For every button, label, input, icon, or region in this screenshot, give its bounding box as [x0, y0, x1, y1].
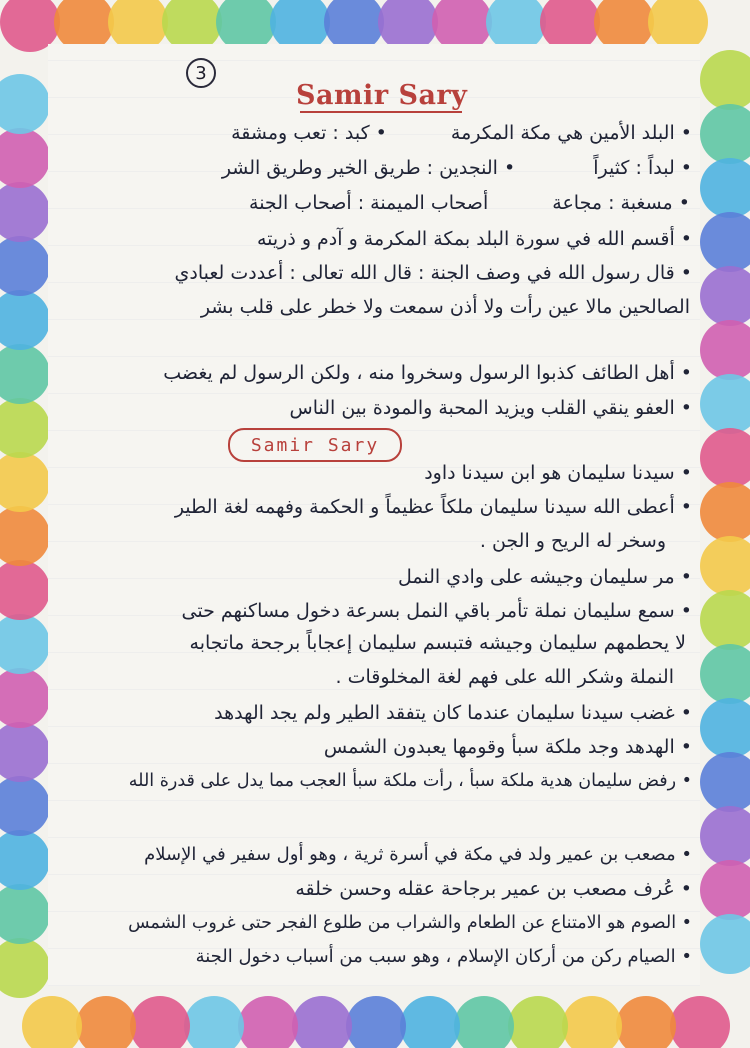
- note-line: • غضب سيدنا سليمان عندما كان يتفقد الطير ولم يجد الهدهد: [214, 702, 692, 724]
- border-scallop: [700, 590, 750, 650]
- border-scallop: [508, 996, 568, 1048]
- note-line: • البلد الأمين هي مكة المكرمة • كبد : تعب ومشقة: [231, 122, 692, 144]
- border-scallop: [700, 104, 750, 164]
- page-number-circle: [186, 58, 216, 88]
- border-scallop: [0, 560, 50, 620]
- border-scallop: [0, 614, 50, 674]
- note-line: وسخر له الريح و الجن .: [479, 530, 666, 552]
- border-scallop: [700, 428, 750, 488]
- note-line: • أهل الطائف كذبوا الرسول وسخروا منه ، ولكن الرسول لم يغضب: [163, 362, 692, 384]
- note-line: • مسغبة : مجاعة أصحاب الميمنة : أصحاب الجنة: [249, 192, 690, 214]
- border-scallop: [700, 752, 750, 812]
- note-line: • سمع سليمان نملة تأمر باقي النمل بسرعة دخول مساكنهم حتى: [181, 600, 692, 622]
- note-line: • قال رسول الله في وصف الجنة : قال الله تعالى : أعددت لعبادي: [174, 262, 692, 284]
- border-scallop: [454, 996, 514, 1048]
- border-scallop: [700, 158, 750, 218]
- note-line: • العفو ينقي القلب ويزيد المحبة والمودة بين الناس: [289, 397, 692, 419]
- stamp-underline: [300, 111, 462, 113]
- border-scallop: [238, 996, 298, 1048]
- border-scallop: [0, 344, 50, 404]
- border-scallop: [700, 212, 750, 272]
- border-scallop: [700, 536, 750, 596]
- note-line: • أقسم الله في سورة البلد بمكة المكرمة و آدم و ذريته: [256, 228, 692, 250]
- border-scallop: [0, 938, 50, 998]
- border-scallop: [0, 398, 50, 458]
- border-scallop: [0, 776, 50, 836]
- border-scallop: [0, 128, 50, 188]
- border-scallop: [0, 236, 50, 296]
- note-line: • أعطى الله سيدنا سليمان ملكاً عظيماً و الحكمة وفهمه لغة الطير: [174, 496, 692, 518]
- border-scallop: [292, 996, 352, 1048]
- note-line: • لبداً : كثيراً • النجدين : طريق الخير وطريق الشر: [221, 157, 692, 179]
- border-scallop: [0, 830, 50, 890]
- border-scallop: [562, 996, 622, 1048]
- border-scallop: [76, 996, 136, 1048]
- border-scallop: [22, 996, 82, 1048]
- border-scallop: [670, 996, 730, 1048]
- note-line: • رفض سليمان هدية ملكة سبأ ، رأت ملكة سبأ العجب مما يدل على قدرة الله: [128, 771, 692, 791]
- border-scallop: [0, 74, 50, 134]
- border-scallop: [0, 884, 50, 944]
- note-line: • الصيام ركن من أركان الإسلام ، وهو سبب من أسباب دخول الجنة: [195, 946, 692, 967]
- author-stamp-top: Samir Sary: [296, 80, 468, 111]
- note-line: • عُرف مصعب بن عمير برجاحة عقله وحسن خلقه: [295, 878, 692, 900]
- border-scallop: [700, 482, 750, 542]
- border-scallop: [700, 698, 750, 758]
- border-scallop: [0, 182, 50, 242]
- border-scallop: [700, 860, 750, 920]
- border-scallop: [0, 290, 50, 350]
- border-scallop: [700, 50, 750, 110]
- note-line: • مصعب بن عمير ولد في مكة في أسرة ثرية ، وهو أول سفير في الإسلام: [144, 844, 692, 865]
- note-line: • الهدهد وجد ملكة سبأ وقومها يعبدون الشمس: [323, 736, 692, 758]
- note-line: • الصوم هو الامتناع عن الطعام والشراب من طلوع الفجر حتى غروب الشمس: [128, 913, 692, 933]
- page-number: 3: [195, 62, 207, 84]
- border-scallop: [700, 266, 750, 326]
- border-scallop: [700, 806, 750, 866]
- border-scallop: [400, 996, 460, 1048]
- author-stamp-middle: Samir Sary: [228, 428, 402, 462]
- border-scallop: [700, 320, 750, 380]
- border-scallop: [346, 996, 406, 1048]
- border-scallop: [700, 374, 750, 434]
- note-line: لا يحطمهم سليمان وجيشه فتبسم سليمان إعجاباً برجحة ماتجابه: [189, 632, 686, 654]
- note-line: • مر سليمان وجيشه على وادي النمل: [397, 566, 692, 588]
- note-line: النملة وشكر الله على فهم لغة المخلوقات .: [335, 666, 674, 688]
- border-scallop: [616, 996, 676, 1048]
- border-scallop: [700, 914, 750, 974]
- border-scallop: [0, 722, 50, 782]
- note-line: الصالحين مالا عين رأت ولا أذن سمعت ولا خطر على قلب بشر: [200, 296, 690, 318]
- border-scallop: [0, 668, 50, 728]
- border-scallop: [130, 996, 190, 1048]
- border-scallop: [700, 644, 750, 704]
- border-scallop: [0, 506, 50, 566]
- border-scallop: [184, 996, 244, 1048]
- border-scallop: [0, 452, 50, 512]
- note-line: • سيدنا سليمان هو ابن سيدنا داود: [424, 462, 692, 484]
